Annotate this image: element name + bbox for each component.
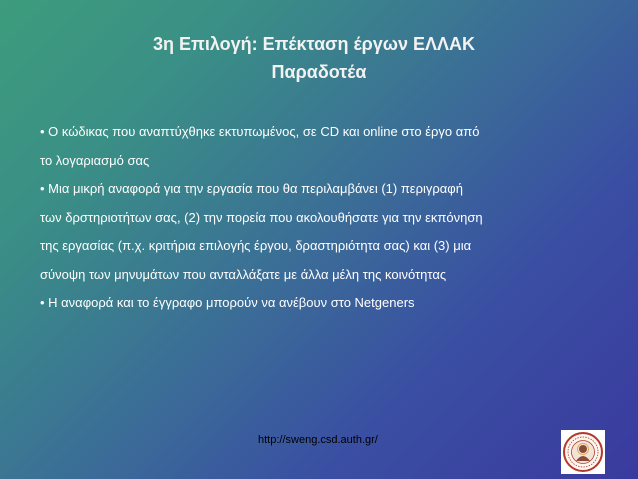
- slide-body: [40, 118, 612, 318]
- slide-title-line-1: 3η Επιλογή: Επέκταση έργων ΕΛΛΑΚ: [153, 34, 475, 54]
- bullet-line: της εργασίας (π.χ. κριτήρια επιλογής έργου, δραστηριότητα σας) και (3) μια: [40, 238, 472, 253]
- bullet-line: • Μια μικρή αναφορά για την εργασία που θα περιλαμβάνει (1) περιγραφή: [40, 181, 463, 196]
- bullet-item-1: [40, 118, 612, 175]
- bullet-item-2: [40, 175, 612, 289]
- university-seal-icon: [561, 430, 605, 474]
- slide-title: [0, 30, 638, 86]
- bullet-item-3: [40, 289, 612, 318]
- bullet-line: • Ο κώδικας που αναπτύχθηκε εκτυπωμένος, σε CD και online στο έργο από: [40, 124, 480, 139]
- bullet-line: το λογαριασμό σας: [40, 152, 150, 168]
- slide-title-line-2: Παραδοτέα: [271, 62, 367, 82]
- bullet-line: των δρστηριοτήτων σας, (2) την πορεία που ακολουθήσατε για την εκπόνηση: [40, 209, 483, 225]
- footer-url[interactable]: http://sweng.csd.auth.gr/: [258, 434, 378, 446]
- bullet-line: • Η αναφορά και το έγγραφο μπορούν να ανέβουν στο Netgeners: [40, 295, 415, 310]
- bullet-line: σύνοψη των μηνυμάτων που ανταλλάξατε με άλλα μέλη της κοινότητας: [40, 266, 447, 282]
